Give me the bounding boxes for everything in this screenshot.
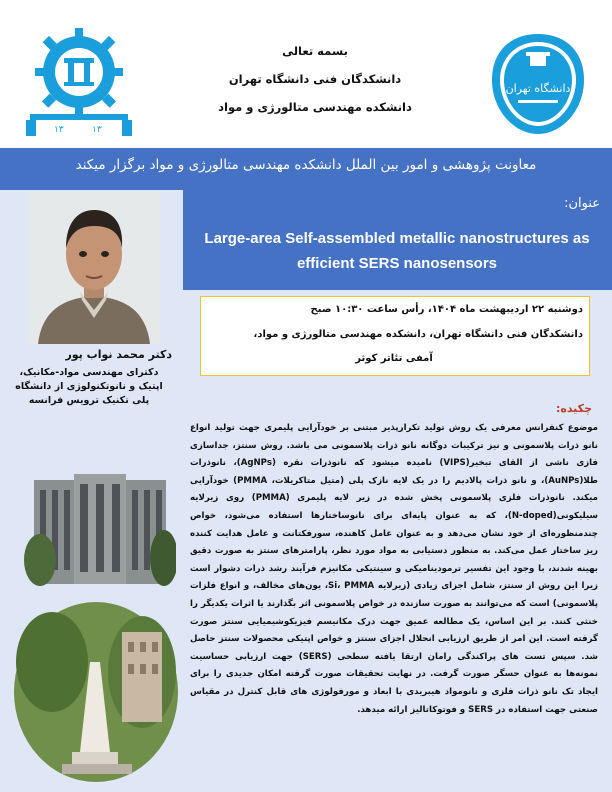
event-datetime: دوشنبه ۲۲ اردیبهشت ماه ۱۴۰۴، رأس ساعت ۱۰:۳۰ صبح [310, 304, 583, 315]
bismillah-line: بسمه تعالی [282, 44, 348, 58]
event-info-box [200, 296, 590, 376]
university-college-line: دانشکدگان فنی دانشگاه تهران [228, 72, 402, 86]
speaker-bio: دکترای مهندسی مواد-مکانیک، اپتیک و نانوتکنولوژی از دانشگاه پلی تکنیک ترویس فرانسه [15, 367, 163, 406]
faculty-gear-logo [20, 22, 138, 140]
faculty-building-image [24, 470, 176, 588]
organizer-title: معاونت پژوهشی و امور بین الملل دانشکده مهندسی متالورژی و مواد برگزار میکند [75, 157, 537, 173]
event-location: دانشکدگان فنی دانشگاه تهران، دانشکده مهندسی متالورژی و مواد، [253, 329, 583, 340]
logo-number-left: ۱۳ [54, 125, 64, 135]
monument-garden-image [12, 602, 180, 784]
abstract-label: چکیده: [555, 402, 592, 415]
logo-number-right: ۱۳ [92, 125, 102, 135]
talk-title-line1: Large-area Self-assembled metallic nanostructures as [204, 230, 590, 247]
talk-title-line2: efficient SERS nanosensors [296, 255, 498, 272]
abstract-text: موضوع کنفرانس معرفی یک روش تولید تکرارپذیر مبتنی بر خودآرایی پلیمری جهت تولید انواع نانو ذرات پلاسمونی و نیز ترکیبات دوگانه نانو ذرات پلاسمونی می باشد. روش سنتز، جداسازی فازی ناشی از القای تبخیر(VIPS) نامیده میشود که نانوذرات نقره (AgNPs)، نانوذرات طلا(AuNPs)، و نانو ذرات پالادیم را در یک لایه نازک پلی (متیل متاکریلات، PMMA) خودآرایی میکند. نانوذرات فلزی پلاسمونی پخش شده در زیر لایه پلیمری (PMMA) روی زیرلایه سیلیکونی(N-doped)، که به عنوان پایه‌ای برای نانوساختارها استفاده می‌شود، خواص چندمنظوره‌ای از خود نشان می‌دهد و به عنوان عامل کاهنده، سورفکتانت و عامل هدایت کننده ریز ساختار عمل می‌کند. به منظور دستیابی به مواد مورد نظر، پارامترهای سنتز به صورت دقیق بهینه شدند، با وجود این تفسیر ترمودینامیکی و سینتیکی مکانیزم فرآیند رشد ذرات دشوار است زیرا این روش از سنتز، شامل اجزای زیادی (زیرلایه Si، PMMA، یون‌های مخالف، و انواع فلزات پلاسمونی) است که می‌توانند به صورت سازنده در خواص پلاسمونی اثر بگذارند یا اثرات یکدیگر را خنثی کنند. بر این اساس، یک مطالعه عمیق جهت درک مکانیسم فیزیکوشیمیایی سنتز صورت گرفته است. این امر از طریق ارزیابی انحلال اجزای سنتز و خواص اپتیکی محصولات سنتز حاصل شد. سپس تست های پراکندگی رامان ارتقا یافته سطحی (SERS) جهت ارزیابی حساسیت نمونه‌ها به عنوان حسگر صورت گرفت. در نهایت تحقیقات صورت گرفته امکان جدیدی را برای ایجاد تک نانو ذرات فلزی و نانومواد هیبریدی با ابعاد و مورفولوژی های قابل کنترل در مقیاس صنعتی جهت استفاده در SERS و فوتوکاتالیز ارائه میدهد. [190, 423, 599, 715]
title-label: عنوان: [564, 196, 600, 211]
event-hall: آمفی تئاتر کوثر [355, 353, 433, 364]
logo-university-text: دانشگاه تهران [505, 82, 571, 95]
speaker-name: دکتر محمد نواب پور [65, 348, 172, 361]
faculty-line: دانشکده مهندسی متالورژی و مواد [218, 100, 412, 114]
university-of-tehran-logo [488, 30, 588, 138]
organizer-band [0, 148, 612, 190]
speaker-photo [28, 192, 160, 344]
talk-title [188, 226, 606, 276]
